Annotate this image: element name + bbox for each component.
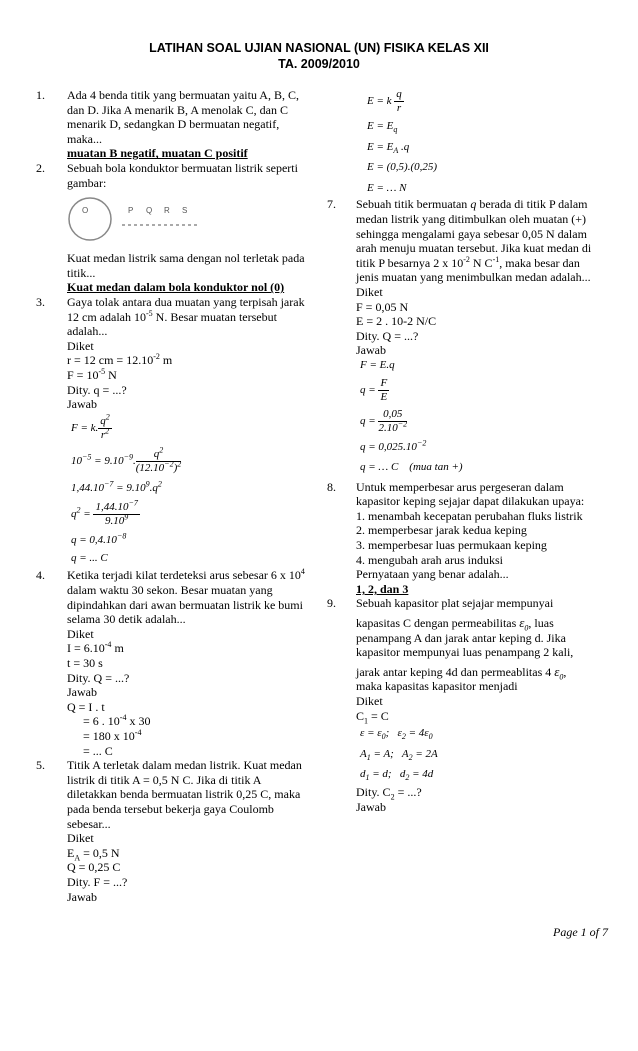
list-item: 4. mengubah arah arus induksi	[356, 552, 503, 567]
page-number: Page 1 of 7	[553, 925, 608, 939]
jawab-label: Jawab	[67, 889, 97, 904]
equation: E = (0,5).(0,25)	[367, 161, 438, 174]
question-7	[327, 197, 612, 474]
text-line: maka...	[67, 131, 102, 146]
given-ea: $E_A = 0,5$ N	[67, 845, 120, 863]
list-item: 2. memperbesar jarak kedua keping	[356, 523, 527, 538]
figure-label-p: P	[128, 206, 134, 216]
question-6-continuation	[367, 88, 612, 195]
equation: $E = E_A$ .q	[367, 140, 410, 155]
given-f: $F = 10^{-5}$ N	[67, 366, 117, 382]
right-column	[327, 88, 612, 814]
equation: q = $\frac{F}{E}$	[360, 376, 388, 403]
given-c1: $C_1 = C$	[356, 708, 389, 725]
equation: q = ... C	[71, 551, 108, 564]
left-column	[36, 88, 321, 904]
text-line: penampang A dan jarak antar keping d. Jika	[356, 630, 566, 645]
text-line: Kuat medan listrik sama dengan nol terletak pada	[67, 251, 305, 266]
question-2	[36, 161, 321, 295]
text-line: menarik D, sedangkan D bermuatan negatif,	[67, 117, 280, 132]
solution-step: = 180 x $10^{-4}$	[83, 728, 142, 743]
question-number: 9.	[327, 596, 336, 611]
figure-label-s: S	[182, 206, 188, 216]
text-line: dalam waktu 30 sekon. Besar muatan yang	[67, 583, 273, 598]
equation: $A_1 = A$; $A_2 = 2A$	[360, 747, 438, 762]
text-line: sehingga mengalami gaya sebesar 0,05 N dalam	[356, 226, 587, 241]
list-item: 1. menambah kecepatan perubahan fluks listrik	[356, 508, 583, 523]
text-line: maka kapasitas kapasitor menjadi	[356, 679, 518, 694]
equation: E = k $\frac{q}{r}$	[367, 88, 402, 114]
text-line: dan D. Jika A menarik B, A menolak C, dan C	[67, 102, 288, 117]
conductor-sphere-figure	[67, 195, 321, 245]
text-line: kapasitor keping sejajar dapat dilakukan upaya:	[356, 494, 585, 509]
text-line: Ada 4 benda titik yang bermuatan yaitu A, B, C,	[67, 88, 299, 102]
jawab-label: Jawab	[67, 397, 97, 412]
equation: $E = E_q$	[367, 120, 398, 135]
figure-label-r: R	[164, 206, 170, 216]
question-number: 3.	[36, 294, 45, 309]
solution-equations	[67, 412, 321, 566]
question-number: 8.	[327, 479, 336, 494]
figure-label-q: Q	[146, 206, 153, 216]
text-line: sebesar...	[67, 816, 111, 831]
equation: F = k. $\frac{q^2}{r^2}$	[71, 412, 110, 441]
question-9	[327, 596, 612, 814]
given-i: $I = 6.10^{-4}$ m	[67, 640, 124, 656]
question-5	[36, 758, 321, 904]
jawab-label: Jawab	[356, 343, 386, 358]
question-number: 5.	[36, 758, 45, 773]
text-line: kapasitor mempunyai luas penampang 2 kali,	[356, 645, 574, 660]
equation: $q = 0,4.10^{-8}$	[71, 531, 127, 547]
equation: F = E.q	[360, 358, 395, 371]
equation: $q^2$ = $\frac{1,44.10^{-7}}{9.10^9}$	[71, 498, 138, 528]
text-line: jenis muatan yang menimbulkan medan adalah...	[356, 270, 591, 285]
question-3	[36, 295, 321, 566]
text-line: diletakkan benda bermuatan listrik 0,25 C, maka	[67, 787, 301, 802]
jawab-label: Jawab	[356, 799, 386, 814]
text-line: listrik di titik A = 0,5 N C. Jika di titik A	[67, 772, 262, 787]
asked: Dity. Q = ...?	[356, 328, 419, 343]
equation: E = … N	[367, 181, 407, 194]
question-number: 2.	[36, 160, 45, 175]
given-e: E = 2 . 10-2 N/C	[356, 314, 437, 329]
text-line: Sebuah bola konduktor bermuatan listrik seperti	[67, 160, 298, 175]
equation: $d_1 = d$; $d_2 = 4d$	[360, 768, 434, 783]
solution-step: = ... C	[83, 743, 113, 758]
figure-label-o: O	[82, 206, 89, 216]
text-line: Sebuah titik bermuatan q berada di titik P dalam	[356, 197, 588, 212]
given-equations	[360, 726, 612, 782]
asked: Dity. F = ...?	[67, 874, 128, 889]
text-line: gambar:	[67, 175, 107, 190]
given-f: F = 0,05 N	[356, 299, 409, 314]
text-line: titik...	[67, 265, 96, 280]
text-line: jarak antar keping 4d dan permeablitas 4 $\varepsilon_0$,	[356, 663, 567, 682]
text-line: medan listrik yang ditimbulkan oleh muatan (+)	[356, 211, 587, 226]
given-t: t = 30 s	[67, 656, 103, 671]
text-line: arah menuju muatan tersebut. Jika kuat medan di	[356, 241, 592, 256]
diket-label: Diket	[67, 831, 94, 846]
text-line: Titik A terletak dalam medan listrik. Kuat medan	[67, 758, 302, 773]
text-line: selama 30 detik adalah...	[67, 612, 186, 627]
question-1	[36, 88, 321, 161]
question-4	[36, 568, 321, 758]
diket-label: Diket	[67, 338, 94, 353]
asked: Dity. q = ...?	[67, 382, 127, 397]
asked: Dity. $C_2$ = ...?	[356, 784, 422, 802]
equation: $\varepsilon = \varepsilon_0$; $\varepsilon_2 = 4\varepsilon_0$	[360, 727, 433, 742]
question-8	[327, 480, 612, 597]
list-item: 3. memperbesar luas permukaan keping	[356, 538, 547, 553]
text-line: adalah...	[67, 324, 108, 339]
question-number: 1.	[36, 88, 45, 102]
equation: q = $\frac{0,05}{2.10^{-2}}$	[360, 407, 408, 434]
text-line: pada benda tersebut bekerja gaya Coulomb	[67, 801, 274, 816]
text-line: Gaya tolak antara dua muatan yang terpisah jarak	[67, 294, 305, 309]
question-number: 4.	[36, 568, 45, 583]
text-line: titik P besarnya 2 x $10^{-2}$ N $C^{-1}$, maka besar dan	[356, 254, 580, 270]
title-line-1: LATIHAN SOAL UJIAN NASIONAL (UN) FISIKA KELAS XII	[149, 41, 489, 55]
text-line: kapasitas C dengan permeabilitas $\varepsilon_0$, luas	[356, 615, 554, 633]
diket-label: Diket	[356, 694, 383, 708]
solution-step: = 6 . $10^{-4}$ x 30	[83, 713, 151, 729]
answer: 1, 2, dan 3	[356, 581, 409, 596]
title-line-2: TA. 2009/2010	[278, 57, 360, 71]
text-line: Pernyataan yang benar adalah...	[356, 567, 509, 582]
answer: muatan B negatif, muatan C positif	[67, 146, 248, 161]
solution-equations	[360, 358, 612, 475]
jawab-label: Jawab	[67, 685, 97, 700]
given-q: Q = 0,25 C	[67, 860, 121, 875]
equation: q = … C (mua tan +)	[360, 461, 463, 474]
question-number: 7.	[327, 197, 336, 212]
given-r: r = 12 cm = $12.10^{-2}$ m	[67, 352, 173, 368]
text-line: dipindahkan dari awan bermuatan listrik ke bumi	[67, 597, 303, 612]
equation: $10^{-5} = 9.10^{-9}$. $\frac{q^2}{(12.10^{-2})^2}$	[71, 445, 182, 474]
text-line: 12 cm adalah $10^{-5}$ N. Besar muatan tersebut	[67, 308, 277, 324]
asked: Dity. Q = ...?	[67, 670, 130, 685]
diket-label: Diket	[67, 626, 94, 641]
equation: $1,44.10^{-7} = 9.10^9.q^2$	[71, 479, 162, 494]
text-line: Untuk memperbesar arus pergeseran dalam	[356, 479, 564, 494]
diket-label: Diket	[356, 284, 383, 299]
text-line: Ketika terjadi kilat terdeteksi arus sebesar 6 x $10^4$	[67, 567, 305, 583]
equation: $q = 0,025.10^{-2}$	[360, 437, 427, 453]
text-line: Sebuah kapasitor plat sejajar mempunyai	[356, 596, 554, 611]
solution-step: Q = I . t	[67, 699, 105, 714]
answer: Kuat medan dalam bola konduktor nol (0)	[67, 280, 285, 295]
